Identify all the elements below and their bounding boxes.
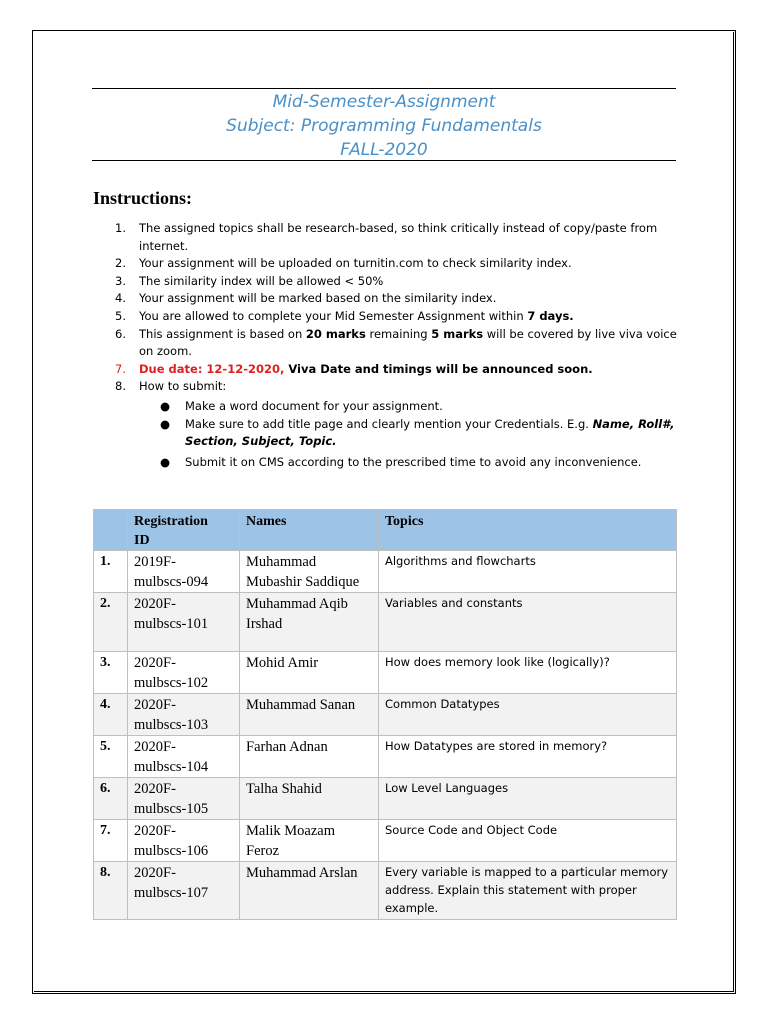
table-row: 3. 2020F- mulbscs-102 Mohid Amir How does memory look like (logically)? — [94, 652, 677, 694]
table-row: 6. 2020F- mulbscs-105 Talha Shahid Low Level Languages — [94, 778, 677, 820]
assignment-title: Mid-Semester-Assignment — [272, 92, 496, 112]
instructions-list — [110, 220, 680, 471]
instruction-item: 5. You are allowed to complete your Mid Semester Assignment within 7 days. — [115, 308, 574, 323]
instruction-item: 6. This assignment is based on 20 marks remaining 5 marks will be covered by live viva voice on zoom. — [115, 326, 677, 359]
header-names: Names — [240, 510, 379, 551]
instructions-heading: Instructions: — [93, 188, 193, 208]
bullet-item: ● Submit it on CMS according to the prescribed time to avoid any inconvenience. — [139, 454, 680, 472]
instruction-item: 8. How to submit: ● Make a word document for your assignment. ● Make sure to add title page and clearly mention your Credentials. E.g. Name, Roll#, Section, Subject, Topic. ● Submit it on CMS according to the prescribed time to avoid any inconvenience. — [110, 378, 680, 471]
instruction-item: 4. Your assignment will be marked based on the similarity index. — [115, 291, 497, 306]
instruction-item: 7. Due date: 12-12-2020, Viva Date and timings will be announced soon. — [115, 361, 593, 376]
due-date: Due date: 12-12-2020, — [139, 361, 285, 376]
topics-table — [93, 509, 677, 920]
instruction-item: 2. Your assignment will be uploaded on turnitin.com to check similarity index. — [115, 256, 572, 271]
submission-bullets — [139, 398, 680, 471]
table-row: 5. 2020F- mulbscs-104 Farhan Adnan How Datatypes are stored in memory? — [94, 736, 677, 778]
semester-title: FALL-2020 — [340, 140, 428, 160]
bullet-icon: ● — [160, 416, 171, 431]
bullet-icon: ● — [160, 398, 171, 413]
subject-title: Subject: Programming Fundamentals — [226, 116, 542, 136]
header-registration-id: Registration ID — [128, 510, 240, 551]
bullet-icon: ● — [160, 454, 171, 469]
header-topics: Topics — [379, 510, 677, 551]
table-row: 4. 2020F- mulbscs-103 Muhammad Sanan Common Datatypes — [94, 694, 677, 736]
table-row: 8. 2020F- mulbscs-107 Muhammad Arslan Every variable is mapped to a particular memory address. Explain this statement with proper example. — [94, 862, 677, 920]
table-row: 1. 2019F- mulbscs-094 Muhammad Mubashir Saddique Algorithms and flowcharts — [94, 551, 677, 593]
document-header — [92, 90, 676, 162]
table-row: 2. 2020F- mulbscs-101 Muhammad Aqib Irshad Variables and constants — [94, 593, 677, 652]
header-index — [94, 510, 128, 551]
table-row: 7. 2020F- mulbscs-106 Malik Moazam Feroz Source Code and Object Code — [94, 820, 677, 862]
header-bottom-rule — [92, 160, 676, 161]
bullet-item: ● Make sure to add title page and clearly mention your Credentials. E.g. Name, Roll#, Section, Subject, Topic. — [160, 416, 675, 449]
instruction-item: 1. The assigned topics shall be research-based, so think critically instead of copy/paste from internet. — [115, 221, 658, 253]
bullet-item: ● Make a word document for your assignment. — [139, 398, 680, 416]
header-top-rule — [92, 88, 676, 89]
instruction-item: 3. The similarity index will be allowed < 50% — [115, 273, 384, 288]
table-header-row — [94, 510, 677, 551]
